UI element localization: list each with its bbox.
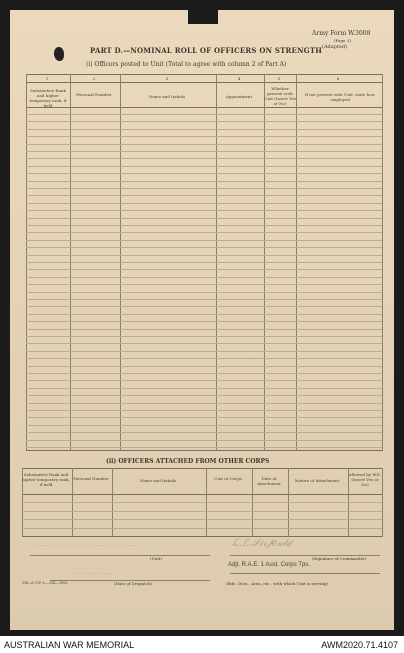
row-line xyxy=(26,432,382,433)
row-line xyxy=(26,262,382,263)
col-number: 3 xyxy=(165,76,169,81)
column-header: Unit or Corps xyxy=(214,476,242,481)
column-header: If not present with Unit, state how employed xyxy=(304,92,376,102)
table1-number-rule xyxy=(26,82,382,83)
row-line xyxy=(26,343,382,344)
row-line xyxy=(26,329,382,330)
row-line xyxy=(26,158,382,159)
column-header: Name and Initials xyxy=(139,478,177,483)
row-line xyxy=(26,314,382,315)
ink-blot xyxy=(54,47,64,61)
location-line xyxy=(230,573,380,574)
section1-heading: (i) Officers posted to Unit (Total to agree with column 2 of Part A) xyxy=(86,61,287,68)
row-line xyxy=(22,528,382,529)
row-line xyxy=(26,425,382,426)
row-line xyxy=(26,292,382,293)
table2-header-rule xyxy=(22,494,382,495)
row-line xyxy=(22,511,382,512)
print-code: 138—S.-G.P.-L.—3/42—1000. xyxy=(22,581,69,585)
page-title: PART D.—NOMINAL ROLL OF OFFICERS ON STRENGTH xyxy=(90,46,323,55)
table2-top-rule xyxy=(22,468,382,469)
row-line xyxy=(26,114,382,115)
column-header: Personal Number xyxy=(73,476,109,481)
col-number: 5 xyxy=(277,76,281,81)
row-line xyxy=(26,225,382,226)
unit-faint-writing: ~~~ ~ ~~ ~~ ~~~ ~~ ~~~ xyxy=(32,542,140,550)
col-number: 1 xyxy=(45,76,49,81)
row-line xyxy=(26,151,382,152)
row-line xyxy=(26,173,382,174)
row-line xyxy=(26,299,382,300)
row-line xyxy=(26,358,382,359)
row-line xyxy=(26,373,382,374)
row-line xyxy=(22,519,382,520)
form-ref-line3: (Adapted) xyxy=(322,44,348,50)
form-ref-line2: (Page 3) xyxy=(334,38,351,43)
row-line xyxy=(26,447,382,448)
row-line xyxy=(26,366,382,367)
location-label: (Bde. Divn., Area, etc., with which Unit is serving) xyxy=(226,581,329,586)
column-header: Substantive Rank and higher temporary rank, if held xyxy=(22,472,70,487)
column-header: Substantive Rank and higher temporary rank, if held xyxy=(29,88,67,108)
row-line xyxy=(26,129,382,130)
row-line xyxy=(26,269,382,270)
column-header: Allowed by W.E. (Insert Yes or No) xyxy=(348,472,382,487)
caption-right: AWM2020.71.4107 xyxy=(321,640,398,650)
row-line xyxy=(26,144,382,145)
unit-line xyxy=(30,555,210,556)
row-line xyxy=(26,284,382,285)
row-line xyxy=(26,240,382,241)
signature-label: (Signature of Commander) xyxy=(312,556,367,561)
row-line xyxy=(26,277,382,278)
sheet-notch xyxy=(188,10,218,24)
row-line xyxy=(26,395,382,396)
despatch-faint-writing: ~ ~~~ ~~ xyxy=(74,570,114,578)
unit-label: (Unit) xyxy=(150,556,162,561)
signature: ℒ.ℰ.𝒮𝒾𝓇𝒻𝑒𝒶𝓁𝒹 xyxy=(232,538,291,549)
row-line xyxy=(26,410,382,411)
row-line xyxy=(26,136,382,137)
row-line xyxy=(26,181,382,182)
col-number: 6 xyxy=(336,76,340,81)
caption-left: AUSTRALIAN WAR MEMORIAL xyxy=(4,640,135,650)
row-line xyxy=(26,188,382,189)
column-line xyxy=(382,74,383,451)
row-line xyxy=(26,336,382,337)
row-line xyxy=(26,166,382,167)
row-line xyxy=(26,306,382,307)
column-header: Whether present with Unit (Insert Yes or No) xyxy=(264,86,296,106)
table1-bottom-rule xyxy=(26,450,382,451)
form-sheet xyxy=(10,10,394,630)
row-line xyxy=(26,351,382,352)
row-line xyxy=(26,417,382,418)
column-header: Name and Initials xyxy=(148,94,186,99)
row-line xyxy=(26,247,382,248)
form-ref-line1: Army Form W.3008 xyxy=(312,30,371,37)
row-line xyxy=(26,218,382,219)
row-line xyxy=(26,255,382,256)
table1-header-rule xyxy=(26,107,382,108)
section2-heading: (ii) OFFICERS ATTACHED FROM OTHER CORPS xyxy=(106,458,270,465)
caption-bar xyxy=(0,636,404,653)
row-line xyxy=(26,210,382,211)
row-line xyxy=(26,440,382,441)
row-line xyxy=(22,502,382,503)
row-line xyxy=(26,403,382,404)
row-line xyxy=(26,388,382,389)
row-line xyxy=(26,203,382,204)
despatch-label: (Date of Despatch) xyxy=(114,581,153,586)
column-header: Date of Attachment xyxy=(257,476,281,486)
row-line xyxy=(26,121,382,122)
row-line xyxy=(26,321,382,322)
column-header: Personal Number xyxy=(76,92,112,97)
unit-stamp: Adjt. R.A.E. 1 Aust. Corps Tps. xyxy=(228,562,310,568)
row-line xyxy=(26,232,382,233)
row-line xyxy=(26,195,382,196)
row-line xyxy=(26,380,382,381)
col-number: 4 xyxy=(237,76,241,81)
table2-bottom-rule xyxy=(22,536,382,537)
column-line xyxy=(382,468,383,537)
column-header: Appointment xyxy=(225,94,253,99)
column-header: Nature of Attachment xyxy=(294,478,340,483)
table1-top-rule xyxy=(26,74,382,75)
col-number: 2 xyxy=(92,76,96,81)
